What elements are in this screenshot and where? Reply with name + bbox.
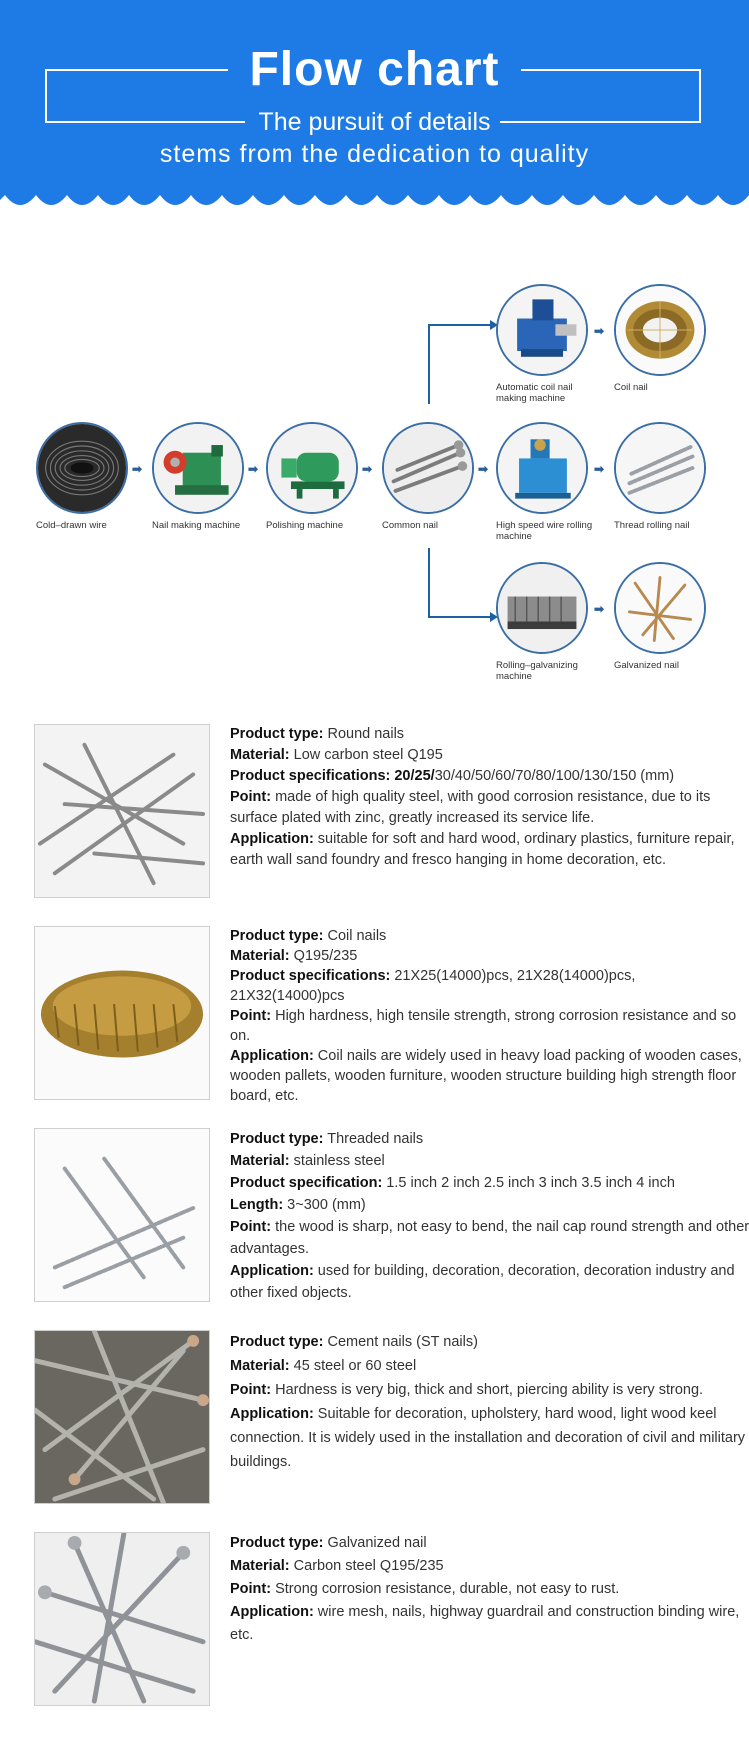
flow-arrow-icon: ➡ bbox=[478, 462, 489, 476]
node-label: High speed wire rolling machine bbox=[496, 520, 593, 542]
node-label: Galvanized nail bbox=[614, 660, 679, 671]
branch-line-bottom bbox=[428, 616, 492, 618]
flow-arrow-icon: ➡ bbox=[132, 462, 143, 476]
detail-row: Point: the wood is sharp, not easy to bend, the nail cap round strength and other advantages. bbox=[230, 1219, 749, 1257]
page-tagline: stems from the dedication to quality bbox=[159, 140, 590, 168]
detail-row: Material: 45 steel or 60 steel bbox=[230, 1358, 417, 1374]
detail-row: Product specifications: 20/25/30/40/50/60/70/80/100/130/150 (mm) bbox=[230, 768, 675, 784]
product-image bbox=[34, 1128, 210, 1302]
product-image bbox=[34, 1532, 210, 1706]
node-label: Cold–drawn wire bbox=[36, 520, 107, 531]
detail-row: Point: High hardness, high tensile strength, strong corrosion resistance and so on. bbox=[230, 1008, 737, 1044]
detail-row: Application: Coil nails are widely used in heavy load packing of wooden cases, wooden pallets, wooden furniture, wooden structure building high strength floor board, etc. bbox=[230, 1048, 742, 1104]
page-subtitle: The pursuit of details bbox=[258, 108, 491, 136]
detail-row: Product specification: 1.5 inch 2 inch 2.5 inch 3 inch 3.5 inch 4 inch bbox=[230, 1175, 675, 1191]
detail-row: Product specifications: 21X25(14000)pcs, 21X28(14000)pcs, 21X32(14000)pcs bbox=[230, 968, 636, 1004]
flow-arrow-icon: ➡ bbox=[248, 462, 259, 476]
node-nail-making-machine bbox=[152, 422, 244, 514]
node-label: Common nail bbox=[382, 520, 438, 531]
node-coil-nail bbox=[614, 284, 706, 376]
product-details bbox=[230, 724, 749, 871]
product-details bbox=[230, 926, 749, 1106]
flow-arrow-icon: ➡ bbox=[362, 462, 373, 476]
detail-row: Application: used for building, decoration, decoration, decoration industry and other fixed objects. bbox=[230, 1263, 735, 1301]
branch-line-up bbox=[428, 324, 430, 404]
node-thread-rolling-nail bbox=[614, 422, 706, 514]
node-polishing-machine bbox=[266, 422, 358, 514]
detail-row: Point: Strong corrosion resistance, durable, not easy to rust. bbox=[230, 1581, 620, 1597]
detail-row: Material: Carbon steel Q195/235 bbox=[230, 1558, 444, 1574]
node-galvanized-nail bbox=[614, 562, 706, 654]
page-title: Flow chart bbox=[249, 43, 500, 96]
node-label: Automatic coil nail making machine bbox=[496, 382, 573, 404]
detail-row: Point: Hardness is very big, thick and short, piercing ability is very strong. bbox=[230, 1382, 704, 1398]
detail-row: Product type: Round nails bbox=[230, 726, 405, 742]
product-image bbox=[34, 926, 210, 1100]
detail-row: Product type: Cement nails (ST nails) bbox=[230, 1334, 478, 1350]
detail-row: Material: Q195/235 bbox=[230, 948, 358, 964]
process-flow bbox=[0, 270, 749, 690]
detail-row: Material: Low carbon steel Q195 bbox=[230, 747, 443, 763]
product-details bbox=[230, 1532, 749, 1647]
detail-row: Point: made of high quality steel, with good corrosion resistance, due to its surface plated with zinc, greatly increased its service life. bbox=[230, 789, 711, 826]
detail-row: Application: Suitable for decoration, upholstery, hard wood, light wood keel connection. It is widely used in the installation and decoration of civil and military buildings. bbox=[230, 1406, 746, 1470]
node-label: Nail making machine bbox=[152, 520, 241, 531]
detail-row: Material: stainless steel bbox=[230, 1153, 385, 1169]
product-details bbox=[230, 1128, 749, 1304]
node-common-nail bbox=[382, 422, 474, 514]
node-automatic-coil-nail-making-machine bbox=[496, 284, 588, 376]
node-label: Rolling–galvanizing machine bbox=[496, 660, 578, 682]
node-label: Coil nail bbox=[614, 382, 648, 393]
product-details bbox=[230, 1330, 749, 1474]
node-label: Polishing machine bbox=[266, 520, 344, 531]
detail-row: Application: wire mesh, nails, highway guardrail and construction binding wire, etc. bbox=[230, 1604, 740, 1643]
detail-row: Length: 3~300 (mm) bbox=[230, 1197, 366, 1213]
branch-line-top bbox=[428, 324, 492, 326]
detail-row: Application: suitable for soft and hard wood, ordinary plastics, furniture repair, earth wall sand foundry and fresco hanging in home decoration, etc. bbox=[230, 831, 735, 868]
branch-line-down bbox=[428, 548, 430, 618]
node-high-speed-wire-rolling-machine bbox=[496, 422, 588, 514]
product-image bbox=[34, 724, 210, 898]
detail-row: Product type: Galvanized nail bbox=[230, 1535, 427, 1551]
flow-arrow-icon: ➡ bbox=[594, 602, 605, 616]
flow-arrow-icon: ➡ bbox=[594, 462, 605, 476]
flow-arrow-icon: ➡ bbox=[594, 324, 605, 338]
node-label: Thread rolling nail bbox=[614, 520, 690, 531]
node-cold-drawn-wire bbox=[36, 422, 128, 514]
detail-row: Product type: Threaded nails bbox=[230, 1131, 424, 1147]
detail-row: Product type: Coil nails bbox=[230, 928, 387, 944]
node-rolling-galvanizing-machine bbox=[496, 562, 588, 654]
product-image bbox=[34, 1330, 210, 1504]
header-banner bbox=[0, 0, 749, 230]
